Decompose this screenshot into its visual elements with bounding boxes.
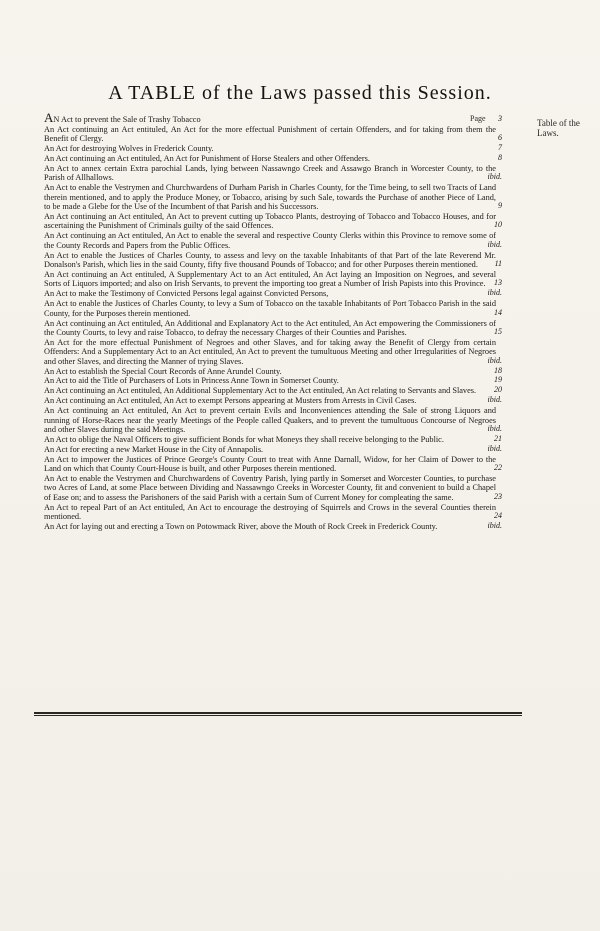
law-title: An Act continuing an Act entituled, An Act for the more effectual Punishment of certain Offenders, and for taking from them the Benefit of Clergy. [44,124,496,144]
law-title: An Act to enable the Justices of Charles County, to levy a Sum of Tobacco on the taxable Inhabitants of Port Tobacco Parish in the said County, for the Purposes therein mentioned. [44,299,496,318]
law-entry [44,164,502,183]
law-page-number: 8 [498,153,502,163]
law-page-number: 22 [494,463,502,473]
law-page-number: 19 [494,375,502,385]
law-title: AN Act to prevent the Sale of Trashy Tobacco [44,110,201,125]
law-page-number: ibid. [487,443,502,453]
law-title: An Act continuing an Act entituled, An Act for Punishment of Horse Stealers and other Offenders. [44,154,370,164]
law-entry [44,474,502,502]
law-entry [44,299,502,318]
bottom-rule-thin [34,715,522,716]
law-page-number: ibid. [487,239,502,249]
law-title: An Act to oblige the Naval Officers to give sufficient Bonds for what Moneys they shall receive belonging to the Public. [44,434,444,444]
law-title: An Act continuing an Act entituled, A Supplementary Act to an Act entituled, An Act laying an Imposition on Negroes, and several Sorts of Liquors imported; and also on Irish Servants, to prevent the importing too great a Number of Irish Papists into this Province. [44,270,496,289]
law-page-number: 18 [494,365,502,375]
law-entry [44,385,502,396]
law-entry [44,153,502,164]
law-page-number: 13 [494,278,502,288]
law-page-number: 7 [498,143,502,153]
law-page-number: 10 [494,220,502,230]
law-title: An Act for the more effectual Punishment of Negroes and other Slaves, and for taking away the Benefit of Clergy from certain Offenders: And a Supplementary Act to an Act entituled, An Act to prevent the tumultuous Meeting and other Irregularities of Negroes and other Slaves, and directing the Manner of trying Slaves. [44,337,496,366]
law-entry [44,183,502,212]
law-page-number: 3 [498,114,502,123]
law-page-number: ibid. [487,288,502,298]
law-page-number: ibid. [487,395,502,405]
law-entry [44,318,502,338]
law-title: An Act to annex certain Extra parochial Lands, lying between Nassawngo Creek and Assawgo Branch in Worcester County, to the Parish of Allhallows. [44,164,496,183]
laws-table [44,110,502,532]
law-entry [44,110,502,125]
law-title: An Act to impower the Justices of Prince George's County Court to treat with Anne Darnall, Widow, for her Claim of Dower to the Land on which that County Court-House is built, and other Purposes therein mentioned. [44,454,496,474]
law-title: An Act continuing an Act entituled, An Act to exempt Persons appearing at Musters from Arrests in Civil Cases. [44,396,417,406]
law-entry [44,250,502,270]
law-title: An Act for destroying Wolves in Frederick County. [44,144,214,154]
law-entry [44,337,502,366]
page-column-label: Page [470,114,486,123]
law-entry [44,406,502,434]
law-entry [44,433,502,444]
law-entry [44,212,502,231]
law-entry [44,124,502,144]
law-page-number: 14 [494,307,502,317]
law-page-number: 23 [494,491,502,501]
law-page-number: ibid. [487,521,502,531]
law-title: An Act to enable the Justices of Charles County, to assess and levy on the taxable Inhabitants of that Part of the late Reverend Mr. Donalson's Parish, which lies in the said County, fifty five thousand Pounds of Tobacco; and for other Purposes therein mentioned. [44,250,496,270]
law-page-number: 21 [494,433,502,443]
law-title: An Act continuing an Act entituled, An Additional and Explanatory Act to the Act entituled, An Act empowering the Commissioners of the County Courts, to levy and raise Tobacco, to defray the necessary Charges of their Counties and Parishes. [44,318,496,337]
law-page-number: 24 [494,511,502,521]
law-entry [44,502,502,522]
law-entry [44,395,502,406]
law-title: An Act to enable the Vestrymen and Churchwardens of Coventry Parish, lying partly in Somerset and Worcester Counties, to purchase two Acres of Land, at some Place between Dividing and Nassawngo Creeks in Worcester County, fit and convenient to build a Chapel of Ease on; and to assess the Parishoners of the said Parish with a certain Sum of Current Money for compleating the same. [44,474,496,502]
law-entry [44,231,502,250]
law-title: An Act to enable the Vestrymen and Churchwardens of Durham Parish in Charles County, for the Time being, to sell two Tracts of Land therein mentioned, and to apply the Produce Money, or Tobacco, arising by such Sale, towards the Purchase of another Piece of Land, to be made a Glebe for the Use of the Incumbent of that Parish and his Successors. [44,183,496,212]
law-entry [44,365,502,376]
law-entry [44,375,502,386]
bottom-rule-thick [34,712,522,714]
law-title: An Act continuing an Act entituled, An Act to enable the several and respective County Clerks within this Province to remove some of the County Records and Papers from the Public Offices. [44,231,496,250]
law-page-number: 20 [494,385,502,395]
law-entry [44,143,502,154]
law-entry [44,454,502,474]
law-title: An Act continuing an Act entituled, An Act to prevent cutting up Tobacco Plants, destroying of Tobacco and Tobacco Houses, and for ascertaining the Punishment of Criminals guilty of the said Offences. [44,212,496,231]
law-page-number: 6 [498,133,502,143]
law-page-number: ibid. [487,355,502,365]
law-title: An Act continuing an Act entituled, An Act to prevent certain Evils and Inconveniences attending the Sale of strong Liquors and running of Horse-Races near the yearly Meetings of the People called Quakers, and to prevent the tumultuous Concourse of Negroes and other Slaves during the said Meetings. [44,406,496,434]
law-title: An Act for laying out and erecting a Town on Potowmack River, above the Mouth of Rock Creek in Frederick County. [44,522,438,532]
law-entry [44,288,502,299]
law-title: An Act to establish the Special Court Records of Anne Arundel County. [44,366,282,376]
law-entry [44,443,502,454]
law-page-number: ibid. [487,172,502,182]
law-title: An Act to aid the Title of Purchasers of Lots in Princess Anne Town in Somerset County. [44,376,339,386]
law-title: An Act continuing an Act entituled, An Additional Supplementary Act to the Act entituled, An Act relating to Servants and Slaves. [44,386,477,396]
law-page-number: 11 [494,259,502,269]
law-page-number: ibid. [487,424,502,433]
marginal-note: Table of the Laws. [537,118,580,138]
law-title: An Act to repeal Part of an Act entituled, An Act to encourage the destroying of Squirrels and Crows in the several Counties therein mentioned. [44,502,496,522]
page-title: A TABLE of the Laws passed this Session. [108,82,492,104]
law-title: An Act for erecting a new Market House in the City of Annapolis. [44,444,264,454]
law-page-number: 15 [494,326,502,336]
law-title: An Act to make the Testimony of Convicted Persons legal against Convicted Persons, [44,289,329,299]
law-page-number: 9 [498,201,502,211]
law-entry [44,270,502,289]
law-entry [44,521,502,532]
